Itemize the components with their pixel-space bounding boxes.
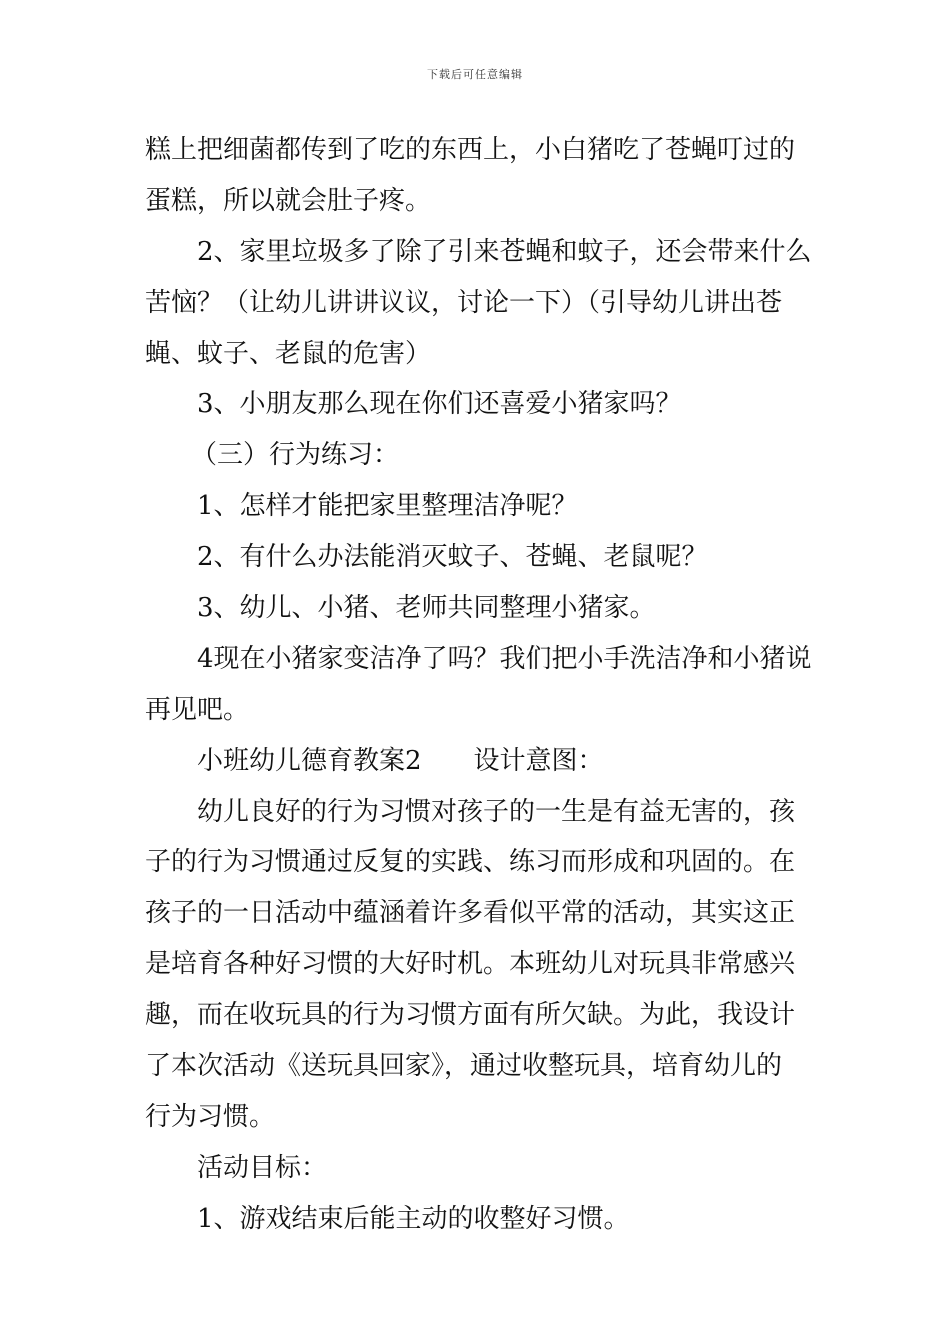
section-title: 小班幼儿德育教案2 设计意图： xyxy=(197,745,604,776)
section-heading: 活动目标： xyxy=(197,1152,328,1183)
paragraph-line: 孩子的一日活动中蕴涵着许多看似平常的活动，其实这正 xyxy=(145,898,796,929)
paragraph-line: 行为习惯。 xyxy=(145,1101,276,1132)
paragraph-line: 幼儿良好的行为习惯对孩子的一生是有益无害的，孩 xyxy=(197,796,796,827)
paragraph-line: 再见吧。 xyxy=(145,694,250,725)
paragraph-line: 2、家里垃圾多了除了引来苍蝇和蚊子，还会带来什么 xyxy=(197,236,812,267)
paragraph-line: 蝇、蚊子、老鼠的危害） xyxy=(145,338,432,369)
paragraph-line: 了本次活动《送玩具回家》，通过收整玩具，培育幼儿的 xyxy=(145,1051,783,1082)
paragraph-line: 糕上把细菌都传到了吃的东西上，小白猪吃了苍蝇叮过的 xyxy=(145,135,796,165)
paragraph-line: 趣，而在收玩具的行为习惯方面有所欠缺。为此，我设计 xyxy=(145,1000,796,1031)
paragraph-line: 2、有什么办法能消灭蚊子、苍蝇、老鼠呢？ xyxy=(197,542,708,573)
paragraph-line: 是培育各种好习惯的大好时机。本班幼儿对玩具非常感兴 xyxy=(145,949,796,980)
paragraph-line: 3、小朋友那么现在你们还喜爱小猪家吗？ xyxy=(197,389,682,420)
paragraph-line: 1、游戏结束后能主动的收整好习惯。 xyxy=(197,1203,630,1234)
paragraph-line: 子的行为习惯通过反复的实践、练习而形成和巩固的。在 xyxy=(145,847,796,878)
paragraph-line: 苦恼？（让幼儿讲讲议议，讨论一下）（引导幼儿讲出苍 xyxy=(145,287,783,318)
section-heading: （三）行为练习： xyxy=(191,440,400,471)
paragraph-line: 蛋糕，所以就会肚子疼。 xyxy=(145,185,432,216)
document-body xyxy=(145,128,810,1248)
paragraph-line: 4现在小猪家变洁净了吗？我们把小手洗洁净和小猪说 xyxy=(197,643,812,674)
paragraph-line: 3、幼儿、小猪、老师共同整理小猪家。 xyxy=(197,593,656,624)
page-header: 下载后可任意编辑 xyxy=(427,68,523,81)
paragraph-line: 1、怎样才能把家里整理洁净呢？ xyxy=(197,491,578,522)
